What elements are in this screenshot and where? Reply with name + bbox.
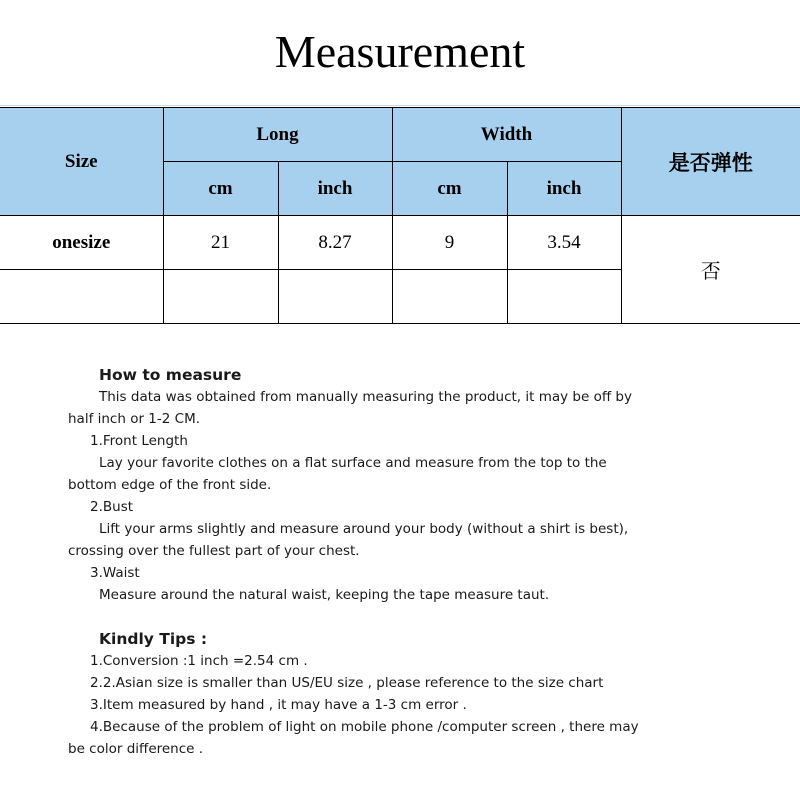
measurement-notes [68, 364, 668, 760]
spacer [68, 606, 668, 628]
long-cm-header: cm [163, 162, 278, 216]
bust-line: crossing over the fullest part of your chest. [68, 543, 360, 559]
width-cm-header: cm [392, 162, 507, 216]
width-inch-cell: 3.54 [507, 216, 621, 270]
front-length-line: bottom edge of the front side. [68, 477, 272, 493]
empty-cell [163, 270, 278, 324]
long-inch-header: inch [278, 162, 392, 216]
tip-item: 3.Item measured by hand , it may have a 1-3 cm error . [90, 697, 467, 713]
elastic-header: 是否弹性 [621, 108, 800, 216]
table-row [0, 216, 800, 270]
front-length-title: 1.Front Length [90, 433, 188, 449]
waist-line: Measure around the natural waist, keeping the tape measure taut. [99, 587, 550, 603]
tip-item: 4.Because of the problem of light on mobile phone /computer screen , there may [90, 719, 639, 735]
tip-item: 2.2.Asian size is smaller than US/EU size , please reference to the size chart [90, 675, 604, 691]
intro-line: This data was obtained from manually measuring the product, it may be off by [99, 389, 632, 405]
page-title: Measurement [274, 26, 526, 77]
long-header: Long [163, 108, 392, 162]
size-header: Size [0, 108, 163, 216]
bust-line: Lift your arms slightly and measure around your body (without a shirt is best), [99, 521, 629, 537]
tip-item: 1.Conversion :1 inch =2.54 cm . [90, 653, 308, 669]
long-cm-cell: 21 [163, 216, 278, 270]
size-cell: onesize [0, 216, 163, 270]
elastic-cell: 否 [621, 216, 800, 324]
intro-line: half inch or 1-2 CM. [68, 411, 201, 427]
how-to-measure-heading: How to measure [99, 366, 242, 384]
width-cm-cell: 9 [392, 216, 507, 270]
empty-cell [278, 270, 392, 324]
empty-cell [392, 270, 507, 324]
waist-title: 3.Waist [90, 565, 140, 581]
width-header: Width [392, 108, 621, 162]
tips-heading: Kindly Tips : [99, 630, 208, 648]
size-table [0, 107, 800, 324]
long-inch-cell: 8.27 [278, 216, 392, 270]
top-divider [0, 105, 800, 106]
empty-cell [507, 270, 621, 324]
front-length-line: Lay your favorite clothes on a flat surface and measure from the top to the [99, 455, 607, 471]
tip-item: be color difference . [68, 741, 204, 757]
width-inch-header: inch [507, 162, 621, 216]
empty-cell [0, 270, 163, 324]
bust-title: 2.Bust [90, 499, 134, 515]
